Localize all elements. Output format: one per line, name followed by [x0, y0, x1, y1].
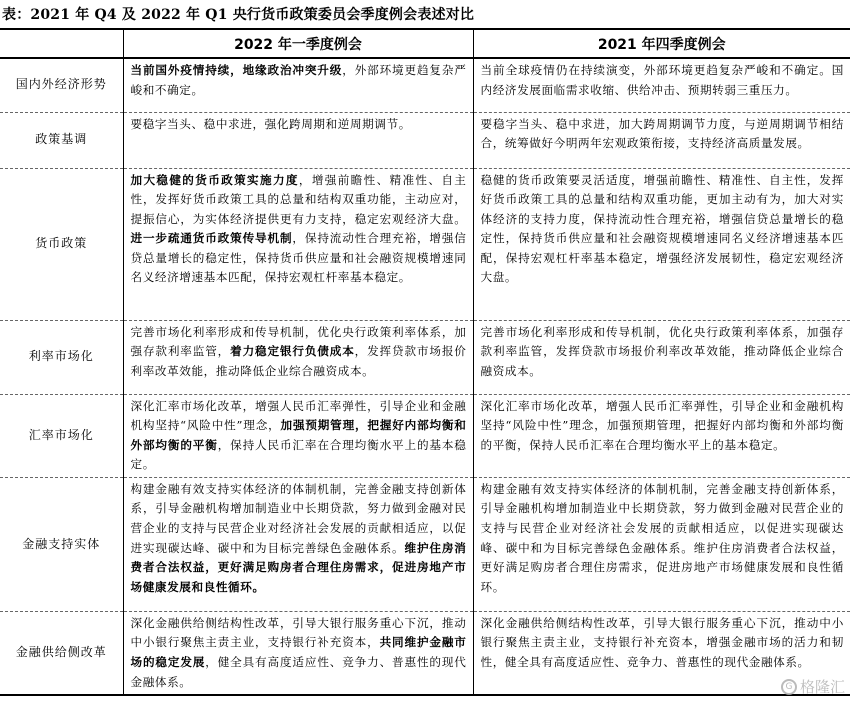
cell-2022q1	[123, 477, 473, 611]
cell-text: 深化金融供给侧结构性改革，引导大银行服务重心下沉，推动中小银行聚焦主责主业，支持银行补充资本，	[130, 615, 467, 650]
cell-text: 深化汇率市场化改革，增强人民币汇率弹性，引导企业和金融机构坚持“风险中性”理念，加强预期管理，把握好内部均衡和外部均衡的平衡，保持人民币汇率在合理均衡水平上的基本稳定。	[480, 398, 844, 452]
comparison-table	[0, 28, 850, 696]
row-category: 金融供给侧改革	[0, 611, 123, 695]
table-row	[0, 394, 850, 477]
cell-text: 完善市场化利率形成和传导机制，优化央行政策利率体系，加强存款利率监管，发挥贷款市场报价利率改革效能，推动降低企业综合融资成本。	[480, 324, 844, 378]
row-category: 汇率市场化	[0, 394, 123, 477]
cell-2021q4	[473, 477, 850, 611]
cell-2021q4	[473, 168, 850, 320]
cell-text: 要稳字当头、稳中求进，加大跨周期调节力度，与逆周期调节相结合，统筹做好今明两年宏观政策衔接，支持经济高质量发展。	[480, 116, 844, 151]
highlighted-text: 进一步疏通货币政策传导机制	[130, 231, 293, 246]
header-row	[0, 29, 850, 58]
cell-text: ，保持人民币汇率在合理均衡水平上的基本稳定。	[130, 437, 467, 472]
table-row	[0, 112, 850, 168]
highlighted-text: 当前国外疫情持续，地缘政治冲突升级	[130, 63, 343, 77]
cell-2021q4	[473, 112, 850, 168]
cell-2022q1	[123, 611, 473, 695]
cell-text: 完善市场化利率形成和传导机制，优化央行政策利率体系，加强存款利率监管，	[130, 324, 467, 359]
cell-text: ，外部环境更趋复杂严峻和不确定。	[130, 63, 467, 97]
cell-text: ，增强前瞻性、精准性、自主性，发挥好货币政策工具的总量和结构双重功能，主动应对，提振信心，为实体经济提供更有力支持，稳定宏观经济大盘。	[130, 172, 467, 226]
table-row	[0, 168, 850, 320]
cell-text: 当前全球疫情仍在持续演变，外部环境更趋复杂严峻和不确定。国内经济发展面临需求收缩、供给冲击、预期转弱三重压力。	[480, 63, 844, 97]
cell-text: ，发挥贷款市场报价利率改革效能，推动降低企业综合融资成本。	[130, 344, 467, 378]
cell-text: ，健全具有高度适应性、竞争力、普惠性的现代金融体系。	[130, 655, 467, 689]
cell-2021q4	[473, 320, 850, 394]
row-category: 国内外经济形势	[0, 58, 123, 112]
highlighted-text: 加大稳健的货币政策实施力度	[130, 172, 299, 187]
highlighted-text: 着力稳定银行负债成本	[230, 344, 355, 359]
watermark	[781, 676, 845, 697]
header-2022q1: 2022 年一季度例会	[123, 29, 473, 58]
header-2021q4: 2021 年四季度例会	[473, 29, 850, 58]
row-category: 政策基调	[0, 112, 123, 168]
highlighted-text: 共同维护金融市场的稳定发展	[130, 635, 467, 670]
row-category: 货币政策	[0, 168, 123, 320]
cell-2022q1	[123, 394, 473, 477]
cell-text: 构建金融有效支持实体经济的体制机制，完善金融支持创新体系，引导金融机构增加制造业中长期贷款，努力做到金融对民营企业的支持与民营企业对经济社会发展的贡献相适应，以促进实现碳达峰、碳中和为目标完善绿色金融体系。	[130, 481, 467, 555]
watermark-text: 格隆汇	[799, 678, 845, 696]
cell-2022q1	[123, 58, 473, 112]
table-row	[0, 58, 850, 112]
row-category: 利率市场化	[0, 320, 123, 394]
cell-2021q4	[473, 58, 850, 112]
table-caption: 表：2021 年 Q4 及 2022 年 Q1 央行货币政策委员会季度例会表述对比	[2, 7, 475, 23]
cell-2022q1	[123, 112, 473, 168]
row-category: 金融支持实体	[0, 477, 123, 611]
table-row	[0, 611, 850, 695]
cell-text: 深化汇率市场化改革，增强人民币汇率弹性，引导企业和金融机构坚持“风险中性”理念，	[130, 398, 467, 433]
watermark-logo-icon: G	[781, 679, 797, 695]
cell-text: ，保持流动性合理充裕，增强信贷总量增长的稳定性，保持货币供应量和社会融资规模增速同名义经济增速基本匹配，保持宏观杠杆率基本稳定。	[130, 231, 467, 285]
cell-text: 深化金融供给侧结构性改革，引导大银行服务重心下沉，推动中小银行聚焦主责主业，支持银行补充资本，增强金融市场的活力和韧性，健全具有高度适应性、竞争力、普惠性的现代金融体系。	[480, 615, 844, 670]
table-row	[0, 477, 850, 611]
table-row	[0, 320, 850, 394]
cell-text: 构建金融有效支持实体经济的体制机制，完善金融支持创新体系，引导金融机构增加制造业中长期贷款，努力做到金融对民营企业的支持与民营企业对经济社会发展的贡献相适应，以促进实现碳达峰、碳中和为目标完善绿色金融体系。维护住房消费者合法权益，更好满足购房者合理住房需求，促进房地产市场健康发展和良性循环。	[480, 481, 844, 594]
cell-text: 要稳字当头、稳中求进，强化跨周期和逆周期调节。	[130, 116, 411, 131]
highlighted-text: 加强预期管理，把握好内部均衡和外部均衡的平衡	[130, 418, 467, 452]
header-blank	[0, 29, 123, 58]
cell-2021q4	[473, 394, 850, 477]
highlighted-text: 维护住房消费者合法权益，更好满足购房者合理住房需求，促进房地产市场健康发展和良性循环。	[130, 540, 467, 594]
cell-text: 稳健的货币政策要灵活适度，增强前瞻性、精准性、自主性，发挥好货币政策工具的总量和结构双重功能，更加主动有为，加大对实体经济的支持力度，保持流动性合理充裕，增强信贷总量增长的稳定性，保持货币供应量和社会融资规模增速同名义经济增速基本匹配，保持宏观杠杆率基本稳定，增强经济发展韧性，稳定宏观经济大盘。	[480, 172, 844, 285]
cell-2022q1	[123, 168, 473, 320]
cell-2022q1	[123, 320, 473, 394]
